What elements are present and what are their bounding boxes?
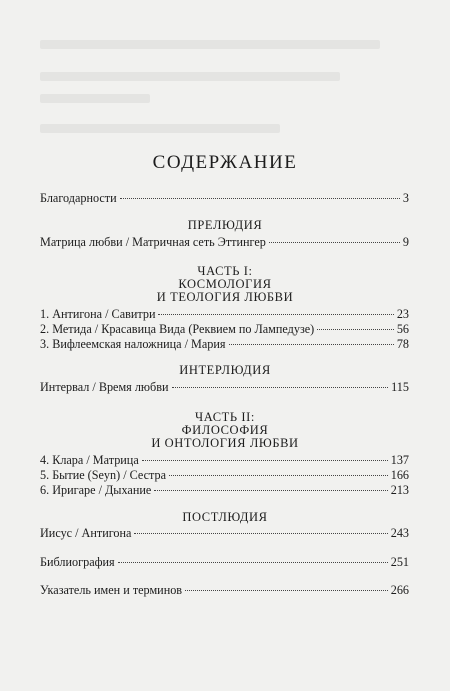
- part-title-2-line-2: И ОНТОЛОГИЯ ЛЮБВИ: [151, 436, 299, 450]
- page-title: СОДЕРЖАНИЕ: [152, 152, 298, 173]
- toc-entry-index[interactable]: [40, 583, 409, 597]
- toc-entry-bibliography[interactable]: [40, 555, 409, 569]
- toc-entry-label: Библиография: [40, 555, 115, 569]
- toc-entry-chapter-3[interactable]: [40, 337, 409, 351]
- dot-leader: [158, 314, 393, 315]
- toc-entry-page: 166: [390, 468, 409, 482]
- toc-entry-page: 213: [390, 483, 409, 497]
- toc-entry-label: 3. Вифлеемская наложница / Мария: [40, 337, 226, 351]
- toc-entry-page: 251: [390, 555, 409, 569]
- part-number-2: ЧАСТЬ II:: [194, 410, 255, 424]
- toc-entry-chapter-1[interactable]: [40, 307, 409, 321]
- section-heading-prelude: ПРЕЛЮДИЯ: [187, 218, 263, 232]
- dot-leader: [269, 242, 400, 243]
- toc-entry-page: 3: [402, 191, 409, 205]
- toc-entry-page: 56: [396, 322, 409, 336]
- part-title-1-line-1: КОСМОЛОГИЯ: [178, 277, 272, 291]
- toc-entry-page: 9: [402, 235, 409, 249]
- toc-entry-label: 6. Иригаре / Дыхание: [40, 483, 152, 497]
- section-heading-interlude: ИНТЕРЛЮДИЯ: [179, 363, 271, 377]
- toc-entry-page: 137: [390, 453, 409, 467]
- dot-leader: [229, 344, 394, 345]
- toc-entry-postlude[interactable]: [40, 526, 409, 540]
- toc-entry-chapter-5[interactable]: [40, 468, 409, 482]
- toc-entry-label: 2. Метида / Красавица Вида (Реквием по Лампедузе): [40, 322, 315, 336]
- toc-entry-label: Интервал / Время любви: [40, 380, 169, 394]
- toc-entry-page: 23: [396, 307, 409, 321]
- toc-entry-page: 243: [390, 526, 409, 540]
- toc-entry-chapter-6[interactable]: [40, 483, 409, 497]
- part-title-2-line-1: ФИЛОСОФИЯ: [181, 423, 269, 437]
- toc-entry-page: 78: [396, 337, 409, 351]
- dot-leader: [317, 329, 394, 330]
- toc-entry-label: Иисус / Антигона: [40, 526, 132, 540]
- part-number-1: ЧАСТЬ I:: [197, 264, 253, 278]
- toc-entry-label: Матрица любви / Матричная сеть Эттингер: [40, 235, 266, 249]
- dot-leader: [134, 533, 387, 534]
- toc-entry-label: 1. Антигона / Савитри: [40, 307, 156, 321]
- show-through-text: [40, 124, 280, 133]
- dot-leader: [169, 475, 388, 476]
- toc-entry-interlude[interactable]: [40, 380, 409, 394]
- toc-entry-prelude[interactable]: [40, 235, 409, 249]
- show-through-text: [40, 40, 380, 49]
- toc-entry-label: 5. Бытие (Seyn) / Сестра: [40, 468, 167, 482]
- dot-leader: [142, 460, 388, 461]
- section-heading-postlude: ПОСТЛЮДИЯ: [182, 510, 268, 524]
- show-through-text: [40, 72, 340, 81]
- dot-leader: [185, 590, 388, 591]
- toc-entry-label: Указатель имен и терминов: [40, 583, 183, 597]
- dot-leader: [154, 490, 387, 491]
- toc-entry-page: 115: [391, 380, 409, 394]
- show-through-text: [40, 94, 150, 103]
- dot-leader: [172, 387, 389, 388]
- toc-entry-page: 266: [390, 583, 409, 597]
- dot-leader: [118, 562, 388, 563]
- toc-entry-chapter-2[interactable]: [40, 322, 409, 336]
- toc-entry-chapter-4[interactable]: [40, 453, 409, 467]
- toc-entry-label: Благодарности: [40, 191, 117, 205]
- part-title-1-line-2: И ТЕОЛОГИЯ ЛЮБВИ: [156, 290, 294, 304]
- toc-entry-acknowledgments[interactable]: [40, 191, 409, 205]
- dot-leader: [120, 198, 400, 199]
- toc-entry-label: 4. Клара / Матрица: [40, 453, 139, 467]
